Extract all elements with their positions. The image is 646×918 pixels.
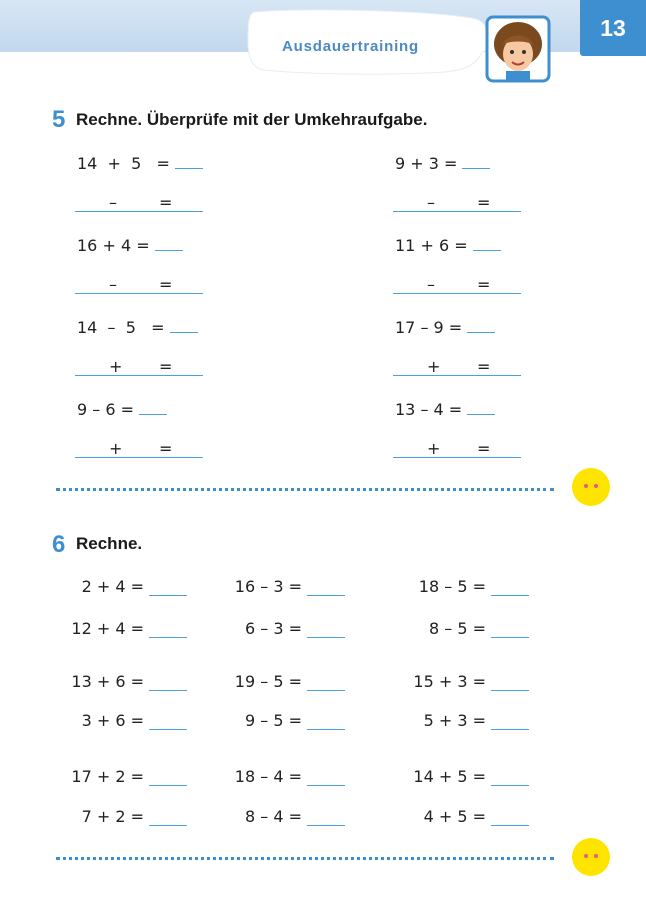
- answer-blank[interactable]: [307, 769, 345, 786]
- equation-text: 5 + 3 =: [423, 711, 486, 730]
- smiley-icon: [572, 468, 610, 506]
- equation: [34, 767, 188, 786]
- equation: [34, 619, 188, 638]
- equation-text: 15 + 3 =: [413, 672, 486, 691]
- equation: [34, 807, 188, 826]
- equation-text: 14 + 5 =: [77, 154, 170, 173]
- answer-blank[interactable]: [149, 809, 187, 826]
- answer-blank[interactable]: [155, 234, 183, 251]
- equation-text: 8 – 5 =: [428, 619, 486, 638]
- equation-text: 4 + 5 =: [423, 807, 486, 826]
- section-divider: [56, 488, 554, 491]
- equation: [77, 234, 183, 255]
- answer-blank[interactable]: [491, 713, 529, 730]
- equation-text: 9 + 3 =: [395, 154, 458, 173]
- equation-text: 16 – 3 =: [234, 577, 302, 596]
- check-answer-line[interactable]: [393, 456, 521, 458]
- answer-blank[interactable]: [307, 809, 345, 826]
- answer-blank[interactable]: [149, 579, 187, 596]
- check-equals: =: [159, 193, 173, 212]
- section-divider: [56, 857, 554, 860]
- equation-text: 16 + 4 =: [77, 236, 150, 255]
- answer-blank[interactable]: [307, 674, 345, 691]
- equation: [395, 234, 501, 255]
- answer-blank[interactable]: [491, 621, 529, 638]
- equation: [34, 711, 188, 730]
- answer-blank[interactable]: [467, 398, 495, 415]
- equation: [376, 711, 530, 730]
- task-5-title: Rechne. Überprüfe mit der Umkehraufgabe.: [76, 110, 428, 129]
- answer-blank[interactable]: [149, 674, 187, 691]
- equation: [376, 577, 530, 596]
- check-operator: +: [427, 439, 441, 458]
- check-answer-line[interactable]: [75, 456, 203, 458]
- equation-text: 11 + 6 =: [395, 236, 468, 255]
- check-answer-line[interactable]: [393, 374, 521, 376]
- equation-text: 7 + 2 =: [81, 807, 144, 826]
- check-operator: +: [109, 439, 123, 458]
- smiley-icon: [572, 838, 610, 876]
- answer-blank[interactable]: [462, 152, 490, 169]
- equation: [395, 316, 495, 337]
- check-operator: +: [427, 357, 441, 376]
- check-answer-line[interactable]: [75, 374, 203, 376]
- task-6-title: Rechne.: [76, 534, 143, 553]
- equation: [376, 807, 530, 826]
- equation: [192, 577, 346, 596]
- check-equals: =: [477, 439, 491, 458]
- equation-text: 18 – 5 =: [418, 577, 486, 596]
- child-avatar-icon: [484, 14, 552, 84]
- check-equals: =: [159, 439, 173, 458]
- equation-text: 2 + 4 =: [81, 577, 144, 596]
- answer-blank[interactable]: [491, 809, 529, 826]
- answer-blank[interactable]: [307, 621, 345, 638]
- task-5-number: 5: [52, 106, 66, 133]
- answer-blank[interactable]: [175, 152, 203, 169]
- equation-text: 13 – 4 =: [395, 400, 463, 419]
- equation: [77, 316, 198, 337]
- check-operator: –: [109, 275, 117, 294]
- answer-blank[interactable]: [139, 398, 167, 415]
- check-operator: –: [109, 193, 117, 212]
- answer-blank[interactable]: [491, 769, 529, 786]
- answer-blank[interactable]: [491, 579, 529, 596]
- check-operator: –: [427, 275, 435, 294]
- check-answer-line[interactable]: [393, 292, 521, 294]
- check-answer-line[interactable]: [393, 210, 521, 212]
- check-equals: =: [477, 275, 491, 294]
- check-answer-line[interactable]: [75, 210, 203, 212]
- page-number: 13: [580, 0, 646, 56]
- answer-blank[interactable]: [307, 713, 345, 730]
- check-equals: =: [477, 357, 491, 376]
- check-equals: =: [159, 275, 173, 294]
- equation: [395, 152, 490, 173]
- banner-title: Ausdauertraining: [282, 38, 419, 55]
- equation: [192, 619, 346, 638]
- check-operator: –: [427, 193, 435, 212]
- equation: [77, 152, 203, 173]
- equation-text: 14 – 5 =: [77, 318, 165, 337]
- answer-blank[interactable]: [491, 674, 529, 691]
- answer-blank[interactable]: [473, 234, 501, 251]
- answer-blank[interactable]: [149, 621, 187, 638]
- answer-blank[interactable]: [467, 316, 495, 333]
- equation-text: 8 – 4 =: [244, 807, 302, 826]
- equation-text: 12 + 4 =: [71, 619, 144, 638]
- check-equals: =: [477, 193, 491, 212]
- answer-blank[interactable]: [149, 769, 187, 786]
- equation-text: 18 – 4 =: [234, 767, 302, 786]
- equation: [192, 767, 346, 786]
- equation-text: 9 – 5 =: [244, 711, 302, 730]
- equation-text: 17 + 2 =: [71, 767, 144, 786]
- task-6-number: 6: [52, 531, 66, 558]
- equation: [395, 398, 495, 419]
- check-answer-line[interactable]: [75, 292, 203, 294]
- equation: [77, 398, 167, 419]
- equation: [376, 672, 530, 691]
- equation-text: 17 – 9 =: [395, 318, 463, 337]
- answer-blank[interactable]: [307, 579, 345, 596]
- equation-text: 9 – 6 =: [77, 400, 135, 419]
- equation: [34, 672, 188, 691]
- answer-blank[interactable]: [149, 713, 187, 730]
- equation-text: 3 + 6 =: [81, 711, 144, 730]
- equation: [192, 711, 346, 730]
- answer-blank[interactable]: [170, 316, 198, 333]
- equation-text: 19 – 5 =: [234, 672, 302, 691]
- equation: [376, 619, 530, 638]
- equation-text: 13 + 6 =: [71, 672, 144, 691]
- equation-text: 14 + 5 =: [413, 767, 486, 786]
- check-operator: +: [109, 357, 123, 376]
- equation-text: 6 – 3 =: [244, 619, 302, 638]
- check-equals: =: [159, 357, 173, 376]
- equation: [34, 577, 188, 596]
- equation: [376, 767, 530, 786]
- equation: [192, 672, 346, 691]
- equation: [192, 807, 346, 826]
